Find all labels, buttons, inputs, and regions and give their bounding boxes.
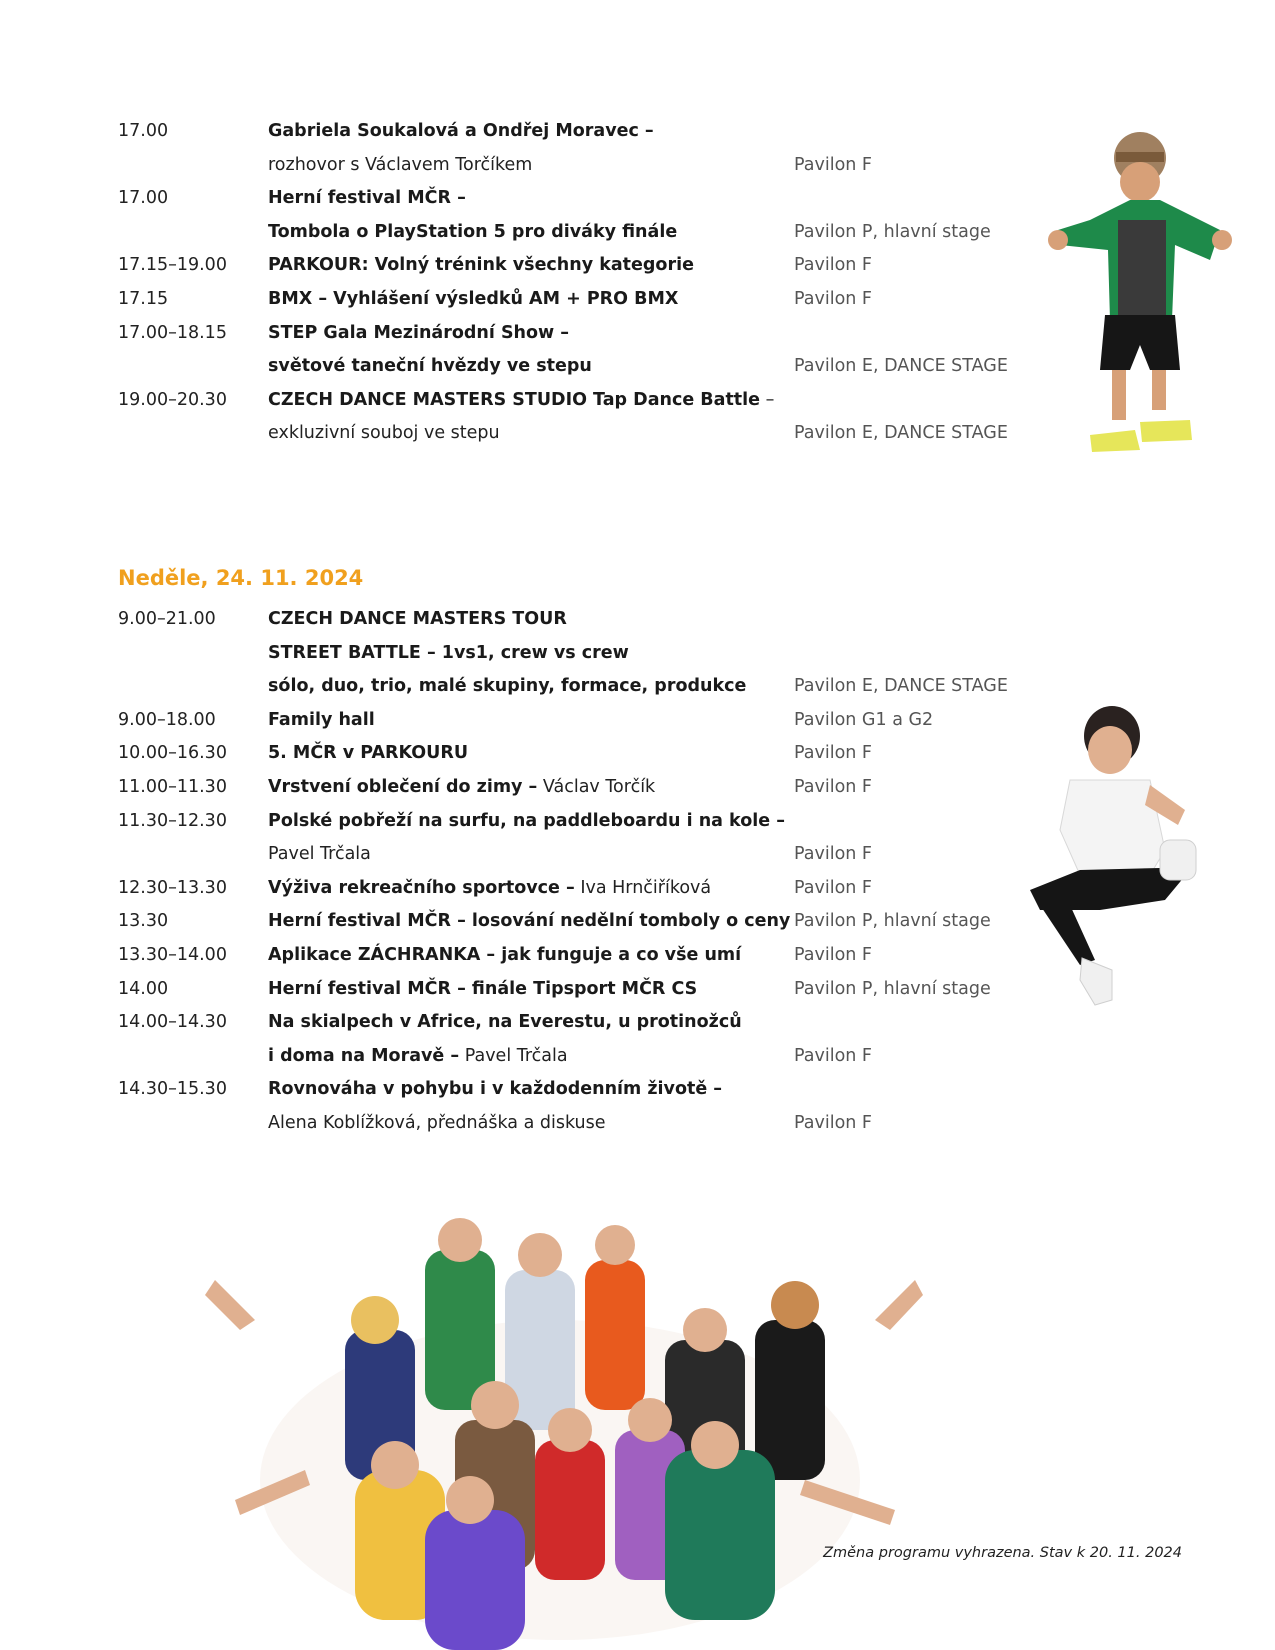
footer-note: Změna programu vyhrazena. Stav k 20. 11. 2024 [823, 1545, 1182, 1561]
event-title: Polské pobřeží na surfu, na paddleboardu i na kole – [268, 810, 785, 831]
event-detail: exkluzivní souboj ve stepu [268, 423, 500, 444]
schedule-time: 17.15–19.00 [118, 255, 227, 276]
schedule-event [268, 905, 790, 939]
schedule-time: 17.00 [118, 188, 169, 209]
schedule-row [118, 939, 1018, 973]
schedule-location: Pavilon F [794, 743, 872, 764]
schedule-time: 19.00–20.30 [118, 389, 227, 410]
event-title: Aplikace ZÁCHRANKA – jak funguje a co vše umí [268, 944, 742, 965]
event-title: STEP Gala Mezinárodní Show – [268, 322, 570, 343]
schedule-time: 17.15 [118, 288, 169, 309]
schedule-event [268, 1107, 606, 1141]
event-title: CZECH DANCE MASTERS TOUR [268, 609, 567, 629]
schedule-row [118, 417, 1018, 451]
schedule-time: 9.00–21.00 [118, 609, 216, 629]
schedule-row [118, 1073, 1018, 1107]
schedule-time: 14.00 [118, 978, 169, 999]
schedule-location: Pavilon G1 a G2 [794, 709, 934, 730]
schedule-location: Pavilon F [794, 877, 872, 898]
schedule-time: 14.00–14.30 [118, 1012, 227, 1033]
schedule-row [118, 771, 1018, 805]
event-title: STREET BATTLE – 1vs1, crew vs crew [268, 642, 629, 663]
event-title: Herní festival MČR – finále Tipsport MČR CS [268, 978, 698, 999]
schedule-time: 9.00–18.00 [118, 709, 216, 730]
schedule-event [268, 704, 375, 738]
event-title: i doma na Moravě – [268, 1045, 460, 1066]
schedule-location: Pavilon E, DANCE STAGE [794, 676, 1008, 697]
event-title: CZECH DANCE MASTERS STUDIO Tap Dance Battle [268, 389, 761, 410]
event-title: PARKOUR: Volný trénink všechny kategorie [268, 255, 694, 276]
schedule-event [268, 670, 746, 704]
schedule-location: Pavilon F [794, 1045, 872, 1066]
event-title: Family hall [268, 709, 375, 730]
schedule-row [118, 283, 1018, 317]
schedule-location: Pavilon P, hlavní stage [794, 221, 991, 242]
schedule-event [268, 1040, 568, 1074]
schedule-time: 17.00–18.15 [118, 322, 227, 343]
schedule-event [268, 384, 774, 418]
schedule-location: Pavilon F [794, 255, 872, 276]
schedule-location: Pavilon F [794, 944, 872, 965]
event-title: Vrstvení oblečení do zimy – [268, 776, 538, 797]
schedule-time: 14.30–15.30 [118, 1079, 227, 1100]
event-detail: rozhovor s Václavem Torčíkem [268, 154, 533, 175]
schedule-row [118, 384, 1018, 418]
event-detail: Pavel Trčala [459, 1045, 568, 1066]
event-detail: Iva Hrnčiříková [574, 877, 712, 898]
schedule-location: Pavilon P, hlavní stage [794, 978, 991, 999]
event-detail: – [760, 389, 775, 410]
schedule-row [118, 317, 1018, 351]
jumping-dancer-photo [1000, 700, 1200, 1020]
schedule-time: 13.30–14.00 [118, 944, 227, 965]
event-title: sólo, duo, trio, malé skupiny, formace, produkce [268, 676, 747, 697]
schedule-row [118, 149, 1018, 183]
schedule-event [268, 637, 629, 671]
schedule-event [268, 872, 711, 906]
schedule-location: Pavilon F [794, 1112, 872, 1133]
sunday-schedule [118, 603, 1018, 1141]
schedule-location: Pavilon F [794, 288, 872, 309]
schedule-event [268, 737, 468, 771]
schedule-location: Pavilon E, DANCE STAGE [794, 356, 1008, 377]
schedule-row [118, 637, 1018, 671]
schedule-time: 11.00–11.30 [118, 776, 227, 797]
schedule-row [118, 1107, 1018, 1141]
schedule-row [118, 838, 1018, 872]
schedule-time: 17.00 [118, 121, 169, 141]
schedule-location: Pavilon F [794, 844, 872, 865]
schedule-event [268, 115, 654, 149]
schedule-row [118, 603, 1018, 637]
schedule-row [118, 670, 1018, 704]
schedule-event [268, 1073, 722, 1107]
event-title: Gabriela Soukalová a Ondřej Moravec – [268, 121, 654, 141]
schedule-event [268, 317, 569, 351]
schedule-row [118, 216, 1018, 250]
event-title: Herní festival MČR – losování nedělní tomboly o ceny [268, 911, 791, 932]
day-title-sunday: Neděle, 24. 11. 2024 [118, 566, 364, 590]
event-title: 5. MČR v PARKOURU [268, 743, 469, 764]
schedule-event [268, 283, 678, 317]
schedule-event [268, 350, 592, 384]
schedule-row [118, 182, 1018, 216]
event-title: Herní festival MČR – [268, 188, 466, 209]
event-title: světové taneční hvězdy ve stepu [268, 356, 592, 377]
event-detail: Václav Torčík [537, 776, 656, 797]
schedule-time: 10.00–16.30 [118, 743, 227, 764]
saturday-schedule [118, 115, 1018, 451]
schedule-row [118, 1040, 1018, 1074]
schedule-row [118, 973, 1018, 1007]
schedule-location: Pavilon F [794, 154, 872, 175]
schedule-event [268, 838, 371, 872]
schedule-row [118, 704, 1018, 738]
schedule-time: 12.30–13.30 [118, 877, 227, 898]
schedule-event [268, 249, 694, 283]
schedule-row [118, 805, 1018, 839]
schedule-row [118, 249, 1018, 283]
schedule-row [118, 115, 1018, 149]
schedule-time: 13.30 [118, 911, 169, 932]
schedule-row [118, 737, 1018, 771]
schedule-row [118, 872, 1018, 906]
group-photo [195, 1180, 925, 1650]
schedule-event [268, 805, 785, 839]
schedule-event [268, 182, 466, 216]
schedule-row [118, 905, 1018, 939]
schedule-event [268, 939, 741, 973]
schedule-location: Pavilon P, hlavní stage [794, 911, 991, 932]
event-title: Na skialpech v Africe, na Everestu, u protinožců [268, 1012, 742, 1033]
schedule-event [268, 216, 677, 250]
event-title: Výživa rekreačního sportovce – [268, 877, 575, 898]
schedule-event [268, 149, 532, 183]
schedule-row [118, 350, 1018, 384]
event-title: Rovnováha v pohybu i v každodenním životě – [268, 1079, 723, 1100]
schedule-event [268, 417, 500, 451]
event-title: Tombola o PlayStation 5 pro diváky finále [268, 221, 678, 242]
schedule-time: 11.30–12.30 [118, 810, 227, 831]
schedule-location: Pavilon E, DANCE STAGE [794, 423, 1008, 444]
helmet-jumper-photo [1000, 130, 1240, 480]
schedule-event [268, 1006, 742, 1040]
event-title: BMX – Vyhlášení výsledků AM + PRO BMX [268, 288, 679, 309]
schedule-event [268, 973, 697, 1007]
event-detail: Alena Koblížková, přednáška a diskuse [268, 1112, 606, 1133]
schedule-location: Pavilon F [794, 776, 872, 797]
event-detail: Pavel Trčala [268, 844, 371, 865]
schedule-row [118, 1006, 1018, 1040]
schedule-event [268, 603, 567, 637]
schedule-event [268, 771, 655, 805]
